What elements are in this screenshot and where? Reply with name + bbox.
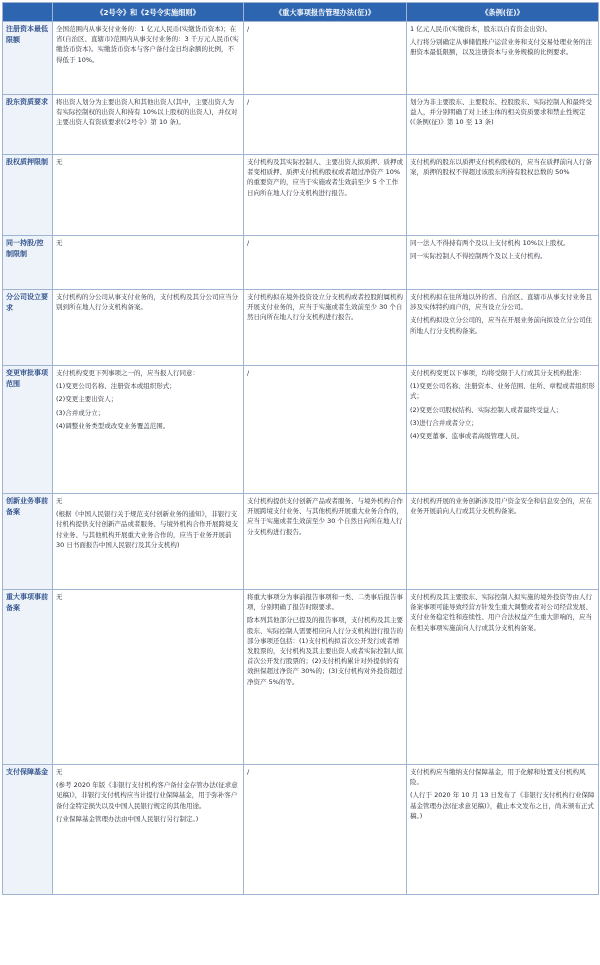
- cell-paragraph: (1)变更公司名称、注册资本或组织形式；: [56, 382, 176, 391]
- cell-col1: [53, 155, 244, 236]
- header-regulations: 《条例(征)》: [407, 3, 599, 22]
- header-major-matters-measures: 《重大事项报告管理办法(征)》: [244, 3, 407, 22]
- cell-paragraph: 将出资人划分为主要出资人和其他出资人(其中，主要出资人为有实际控制权的出资人和持有 10%以上股权的出资人)，并仅对主要出资人有资质要求(《2号令》第 10 条)。: [56, 98, 238, 127]
- table-header-row: [3, 3, 599, 22]
- row-topic: 同一持股/控制限制: [3, 236, 53, 290]
- cell-col2: [244, 590, 407, 765]
- cell-col2: [244, 236, 407, 290]
- cell-col1: [53, 765, 244, 895]
- cell-col2: [244, 290, 407, 366]
- table-row: [3, 236, 599, 290]
- cell-paragraph: 支付机构开展的业务创新涉及用户资金安全和信息安全的，应在业务开展前向人行或其分支机构备案。: [410, 497, 592, 516]
- header-order-2: 《2号令》和《2号令实施细则》: [53, 3, 244, 22]
- cell-col3: [407, 494, 599, 590]
- cell-paragraph: (3)进行合并或者分立；: [410, 418, 478, 427]
- cell-paragraph: 支付机构应当缴纳支付保障基金，用于化解和处置支付机构风险。: [410, 768, 586, 787]
- cell-col2: [244, 155, 407, 236]
- table-row: [3, 590, 599, 765]
- cell-paragraph: 人行将分别确定从事储值账户运营业务和支付交易处理业务的注册资本最低限额，以及注册资本与业务规模的比例要求。: [410, 38, 592, 57]
- row-topic: 变更审批事项范围: [3, 366, 53, 494]
- table-row: [3, 494, 599, 590]
- cell-paragraph: (参考 2020 年版《非银行支付机构客户备付金存管办法(征求意见稿)》，非银行支付机构应当计提行业保障基金，用于弥补客户备付金特定损失以及中国人民银行规定的其他用途。: [56, 781, 238, 810]
- cell-paragraph: 1 亿元人民币(实缴资本，股东以自有资金出资)。: [410, 25, 552, 33]
- comparison-table: [2, 2, 599, 895]
- cell-paragraph: 支付机构拟在境外投资设立分支机构或者控股附属机构开展支付业务的，应当于实施或者生效前至少 30 个自然日向所在地人行分支机构进行报告。: [247, 293, 403, 322]
- cell-col3: [407, 590, 599, 765]
- cell-paragraph: (2)变更主要出资人；: [56, 395, 118, 404]
- cell-col3: [407, 236, 599, 290]
- cell-col1: [53, 22, 244, 95]
- header-topic: [3, 3, 53, 22]
- cell-paragraph: 无: [56, 497, 63, 505]
- cell-paragraph: 支付机构的分公司从事支付业务的，支付机构及其分公司应当分别到所在地人行分支机构备案。: [56, 293, 238, 312]
- cell-col2: [244, 366, 407, 494]
- row-topic: 重大事项事前备案: [3, 590, 53, 765]
- cell-paragraph: 无: [56, 593, 63, 601]
- cell-paragraph: 同一法人不得持有两个及以上支付机构 10%以上股权。: [410, 239, 570, 247]
- cell-paragraph: 行业保障基金管理办法由中国人民银行另行制定。): [56, 814, 199, 823]
- cell-paragraph: 支付机构提供支付创新产品或者服务、与境外机构合作开展跨境支付业务、与其他机构开展重大业务合作的，应当于实施或者生效前至少 30 个自然日向所在地人行分支机构进行报告。: [247, 497, 403, 536]
- cell-paragraph: 支付机构拟在住所地以外的省、自治区、直辖市从事支付业务且涉及实体特约商户的，应当设立分公司。: [410, 293, 592, 312]
- cell-paragraph: 支付机构拟设立分公司的，应当在开展业务前向拟设立分公司住所地人行分支机构备案。: [410, 316, 592, 335]
- table-row: [3, 765, 599, 895]
- cell-paragraph: /: [247, 239, 250, 247]
- row-topic: 注册资本最低限额: [3, 22, 53, 95]
- cell-paragraph: 支付机构的股东以质押支付机构股权的，应当在质押前向人行备案，质押的股权不得超过该股东所持有股权总数的 50%: [410, 158, 592, 177]
- cell-paragraph: (2)变更公司股权结构、实际控制人或者最终受益人；: [410, 405, 563, 414]
- cell-paragraph: 划分为非主要股东、主要股东、控股股东、实际控制人和最终受益人，并分别明确了对上述主体的相关资质要求和禁止性规定(《条例(征)》第 10 至 13 条): [410, 98, 592, 127]
- row-topic: 创新业务事前备案: [3, 494, 53, 590]
- cell-paragraph: 除本列其他部分已提及的报告事项，支付机构及其主要股东、实际控制人需要相应向人行分支机构进行报告的部分事项还包括：(1)支付机构拟首次公开发行或者增发股票的，支付机构及其主要出资人或者实际控制人拟首次公开发行股票的；(2)支付机构累计对外提供的有效担保超过净资产 30%的；(3)支付机构对外投资超过净资产 5%的等。: [247, 616, 403, 686]
- cell-col3: [407, 366, 599, 494]
- row-topic: 股东资质要求: [3, 95, 53, 155]
- cell-paragraph: 支付机构及其实际控制人、主要出资人拟质押、质押或者变相质押、质押支付机构股权或者超过净资产 10%的重要资产的，应当于实施或者生效前至少 5 个工作日向所在地人行分支机构进行报告。: [247, 158, 403, 197]
- cell-col3: [407, 765, 599, 895]
- cell-paragraph: 将重大事项分为事前报告事项和一类、二类事后报告事项，分别明确了报告时限要求。: [247, 593, 403, 612]
- cell-col1: [53, 590, 244, 765]
- cell-paragraph: (1)变更公司名称、注册资本、业务范围、住所、章程或者组织形式；: [410, 382, 595, 401]
- cell-col1: [53, 236, 244, 290]
- table-row: [3, 366, 599, 494]
- cell-paragraph: 无: [56, 768, 63, 776]
- cell-col2: [244, 494, 407, 590]
- cell-paragraph: 无: [56, 158, 63, 166]
- cell-paragraph: (根据《中国人民银行关于规范支付创新业务的通知》，非银行支付机构提供支付创新产品或者服务、与境外机构合作开展跨境支付业务、与其他机构开展重大业务合作的，应当于业务开展前 30 日书面报告中国人民银行及其分支机构): [56, 510, 238, 549]
- cell-col2: [244, 765, 407, 895]
- table-body: [3, 22, 599, 895]
- cell-col2: [244, 22, 407, 95]
- cell-col2: [244, 95, 407, 155]
- table-row: [3, 95, 599, 155]
- cell-paragraph: 全国范围内从事支付业务的：1 亿元人民币(实缴货币资本)；在省(自治区、直辖市)范围内从事支付业务的：3 千万元人民币(实缴货币资本)。实缴货币资本与客户备付金日均余额的比例，不得低于 10%。: [56, 25, 239, 64]
- cell-paragraph: (人行于 2020 年 10 月 13 日发布了《非银行支付机构行业保障基金管理办法(征求意见稿)》，截止本文发布之日，尚未颁布正式稿。): [410, 791, 595, 820]
- cell-col3: [407, 22, 599, 95]
- cell-paragraph: /: [247, 98, 250, 106]
- cell-paragraph: /: [247, 25, 250, 33]
- cell-paragraph: 同一实际控制人不得控制两个及以上支付机构。: [410, 252, 547, 261]
- cell-col3: [407, 290, 599, 366]
- cell-paragraph: 无: [56, 239, 63, 247]
- cell-col1: [53, 494, 244, 590]
- cell-col1: [53, 366, 244, 494]
- cell-col3: [407, 95, 599, 155]
- cell-paragraph: /: [247, 768, 250, 776]
- cell-col1: [53, 290, 244, 366]
- cell-paragraph: (4)变更董事、监事或者高级管理人员。: [410, 432, 524, 441]
- cell-paragraph: 支付机构变更下列事项之一的，应当报人行同意：: [56, 369, 199, 377]
- cell-col3: [407, 155, 599, 236]
- cell-paragraph: 支付机构变更以下事项，均将受限于人行或其分支机构批准：: [410, 369, 586, 377]
- row-topic: 分公司设立要求: [3, 290, 53, 366]
- table-row: [3, 22, 599, 95]
- cell-paragraph: /: [247, 369, 250, 377]
- cell-paragraph: 支付机构及其主要股东、实际控制人拟实施的境外投资等由人行备案事项可能导致经营方针发生重大调整或者对公司经营发展、支付业务稳定性和连续性、用户合法权益产生重大影响的，应当在相关事项实施前向人行或其分支机构备案。: [410, 593, 592, 632]
- cell-col1: [53, 95, 244, 155]
- row-topic: 支付保障基金: [3, 765, 53, 895]
- cell-paragraph: (3)合并或分立；: [56, 408, 105, 417]
- cell-paragraph: (4)调整业务类型或改变业务覆盖范围。: [56, 421, 170, 430]
- row-topic: 股权质押限制: [3, 155, 53, 236]
- table-row: [3, 155, 599, 236]
- table-row: [3, 290, 599, 366]
